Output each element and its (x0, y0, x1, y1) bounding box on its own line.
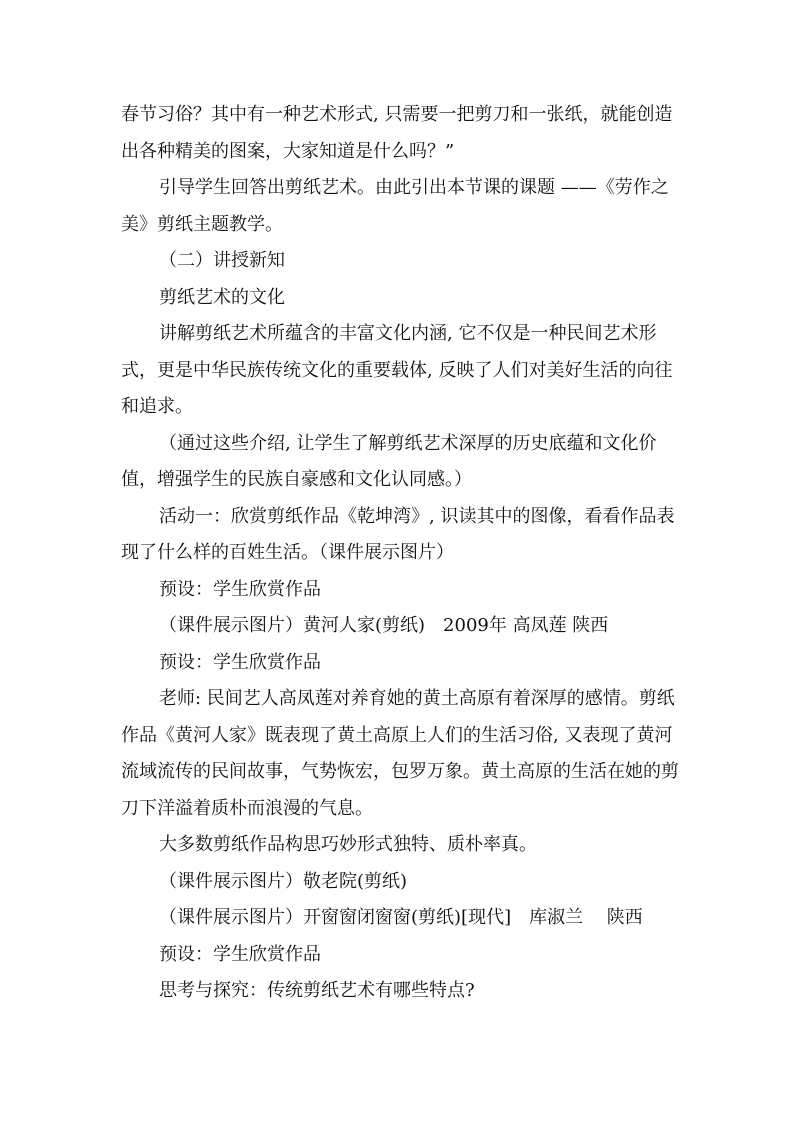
paragraph-lesson-topic: 引导学生回答出剪纸艺术。由此引出本节课的课题 ——《劳作之美》剪纸主题教学。 (121, 177, 669, 235)
paragraph-intro-question: 春节习俗？其中有一种艺术形式, 只需要一把剪刀和一张纸，就能创造出各种精美的图案，大家知道是什么吗？” (121, 104, 673, 162)
paragraph-purpose-note: （通过这些介绍, 让学生了解剪纸艺术深厚的历史底蕴和文化价值，增强学生的民族自豪感和文化认同感。） (121, 432, 657, 490)
paragraph-slide-huanghe-renjia: （课件展示图片）黄河人家(剪纸) 2009年 高凤莲 陕西 (159, 615, 609, 636)
subheading-paper-cut-culture: 剪纸艺术的文化 (159, 286, 285, 308)
paragraph-preset-1: 预设：学生欣赏作品 (159, 578, 321, 600)
paragraph-culture-explanation: 讲解剪纸艺术所蕴含的丰富文化内涵, 它不仅是一种民间艺术形式，更是中华民族传统文化的重要载体, 反映了人们对美好生活的向往和追求。 (121, 323, 673, 417)
document-body (121, 97, 681, 1010)
paragraph-slide-kaichuang: （课件展示图片）开窗窗闭窗窗(剪纸)[现代] 库淑兰 陕西 (159, 907, 643, 928)
paragraph-preset-3: 预设：学生欣赏作品 (159, 943, 321, 965)
paragraph-think-explore: 思考与探究：传统剪纸艺术有哪些特点? (159, 980, 475, 1001)
section-heading-new-knowledge: （二）讲授新知 (159, 250, 285, 271)
paragraph-works-features: 大多数剪纸作品构思巧妙形式独特、质朴率真。 (159, 834, 537, 855)
paragraph-activity-one: 活动一：欣赏剪纸作品《乾坤湾》, 识读其中的图像，看看作品表现了什么样的百姓生活。（课件展示图片） (121, 505, 675, 563)
paragraph-slide-jinglaoyuan: （课件展示图片）敬老院(剪纸) (159, 870, 408, 892)
paragraph-preset-2: 预设：学生欣赏作品 (159, 651, 321, 673)
paragraph-teacher-remarks: 老师: 民间艺人高凤莲对养育她的黄土高原有着深厚的感情。剪纸作品《黄河人家》既表现了黄土高原上人们的生活习俗, 又表现了黄河流域流传的民间故事，气势恢宏，包罗万象。黄土高原的生活在她的剪刀下洋溢着质朴而浪漫的气息。 (121, 688, 679, 819)
